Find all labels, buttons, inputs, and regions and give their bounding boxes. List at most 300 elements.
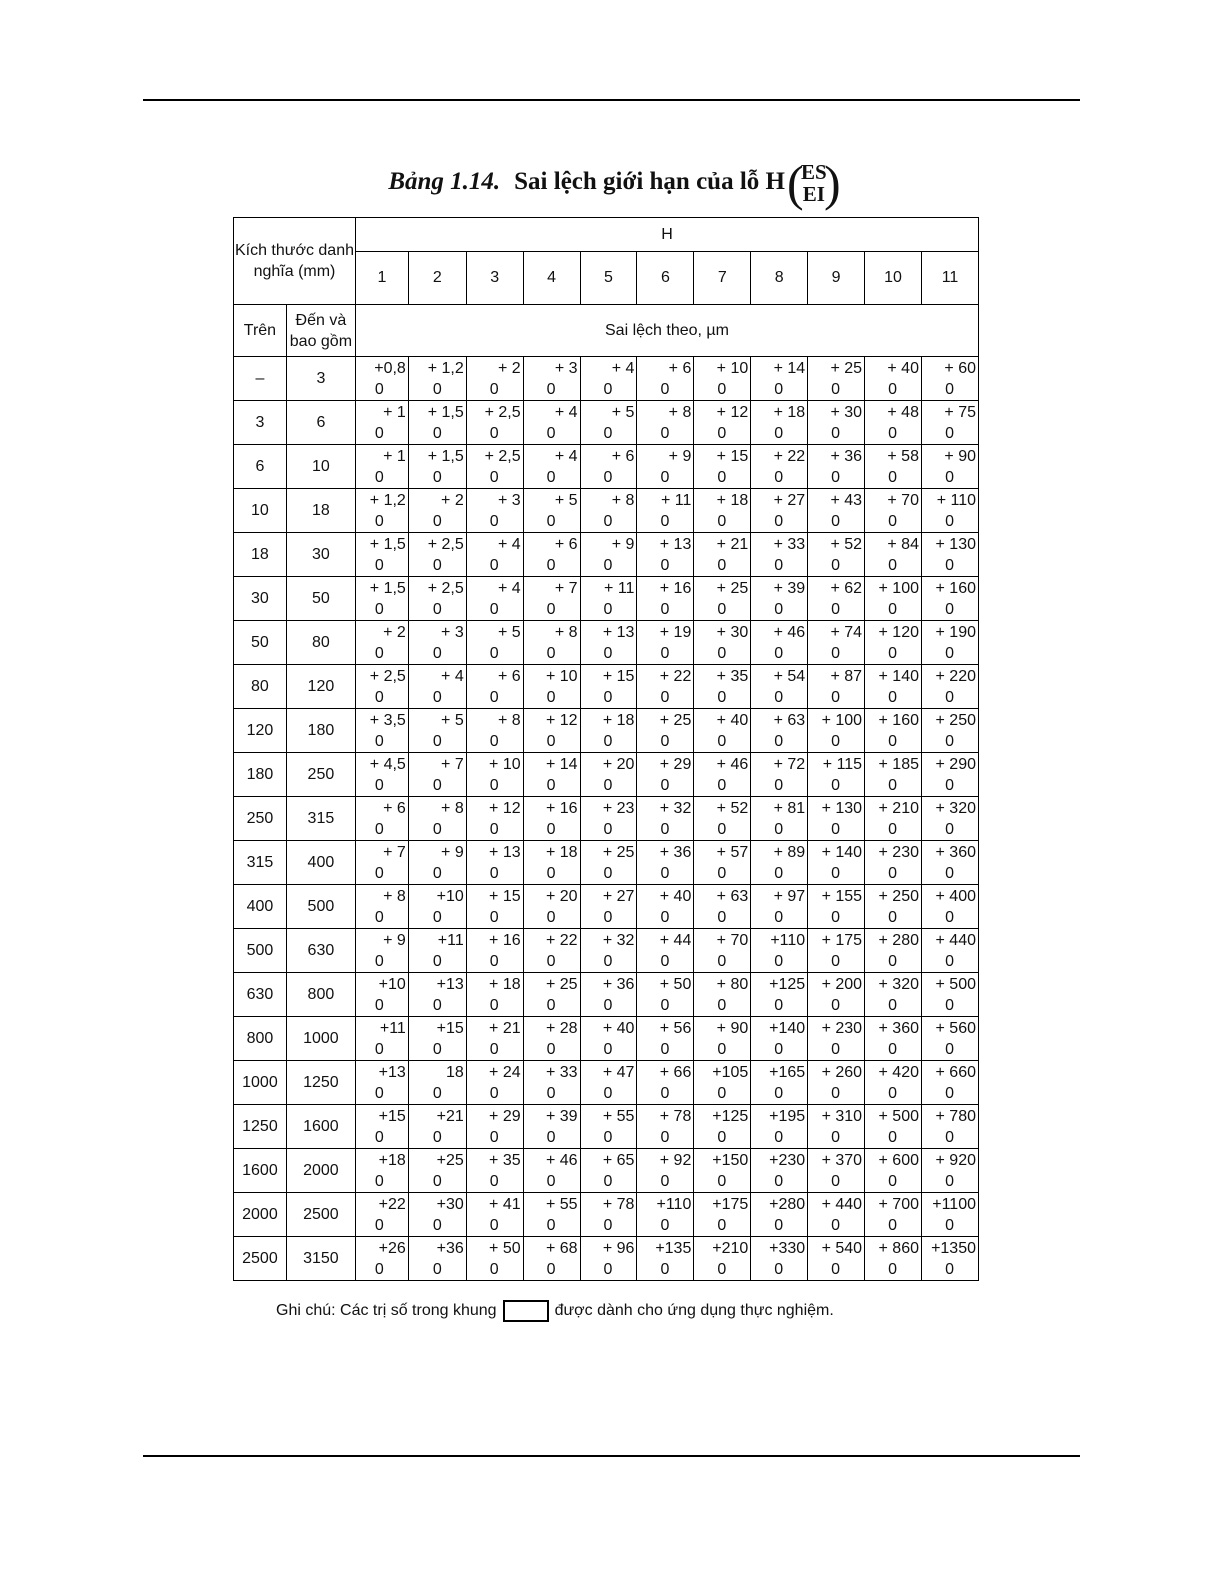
- ei-value: 0: [717, 1216, 727, 1234]
- es-value: + 1: [383, 447, 406, 465]
- es-value: + 29: [659, 755, 692, 773]
- ei-value: 0: [945, 1040, 954, 1058]
- ei-value: 0: [374, 952, 384, 970]
- es-value: +13: [436, 975, 464, 993]
- es-value: + 185: [878, 755, 919, 773]
- deviation-cell: [466, 885, 523, 929]
- size-over: 120: [234, 709, 287, 753]
- deviation-cell: [694, 1017, 751, 1061]
- es-value: + 230: [821, 1019, 863, 1037]
- size-upto: 250: [286, 753, 355, 797]
- es-value: +15: [436, 1019, 464, 1037]
- es-value: + 860: [878, 1239, 919, 1257]
- es-value: +10: [378, 975, 406, 993]
- deviation-cell: [637, 973, 694, 1017]
- deviation-cell: [355, 445, 408, 489]
- ei-value: 0: [603, 952, 613, 970]
- ei-value: 0: [888, 820, 897, 838]
- es-value: + 70: [716, 931, 749, 949]
- deviation-cell: [466, 841, 523, 885]
- size-over: 6: [234, 445, 287, 489]
- grade-8: 8: [751, 252, 808, 305]
- deviation-cell: [637, 1149, 694, 1193]
- es-value: + 13: [489, 843, 521, 861]
- ei-value: 0: [888, 688, 897, 706]
- es-value: + 4: [441, 667, 464, 685]
- es-value: +21: [436, 1107, 464, 1125]
- deviation-cell: [694, 577, 751, 621]
- deviation-cell: [751, 885, 808, 929]
- ei-value: 0: [374, 600, 384, 618]
- ei-value: 0: [831, 1040, 841, 1058]
- ei-value: 0: [717, 864, 727, 882]
- ei-value: 0: [717, 380, 727, 398]
- deviation-cell: [355, 709, 408, 753]
- deviation-cell: [694, 1193, 751, 1237]
- es-value: + 18: [602, 711, 635, 729]
- ei-value: 0: [717, 600, 727, 618]
- es-value: + 2,5: [484, 403, 521, 421]
- es-value: + 310: [821, 1107, 863, 1125]
- ei-value: 0: [831, 864, 841, 882]
- ei-value: 0: [774, 468, 784, 486]
- es-value: + 12: [489, 799, 521, 817]
- es-value: + 40: [887, 359, 919, 377]
- deviation-cell: [580, 841, 637, 885]
- ei-value: 0: [717, 732, 727, 750]
- deviation-cell: [921, 1193, 978, 1237]
- deviation-cell: [921, 577, 978, 621]
- deviation-cell: [355, 973, 408, 1017]
- es-value: + 130: [821, 799, 863, 817]
- ei-value: 0: [831, 468, 841, 486]
- es-value: + 4: [611, 359, 635, 377]
- deviation-cell: [865, 445, 922, 489]
- ei-value: 0: [374, 1216, 384, 1234]
- ei-value: 0: [603, 512, 613, 530]
- ei-value: 0: [374, 1084, 384, 1102]
- ei-value: 0: [489, 600, 499, 618]
- ei-value: 0: [489, 424, 499, 442]
- ei-value: 0: [888, 1128, 897, 1146]
- es-value: + 23: [602, 799, 635, 817]
- es-value: + 13: [602, 623, 635, 641]
- ei-value: 0: [489, 1084, 499, 1102]
- es-value: + 74: [830, 623, 863, 641]
- size-upto: 315: [286, 797, 355, 841]
- ei-value: 0: [432, 1216, 442, 1234]
- es-value: + 35: [489, 1151, 521, 1169]
- ei-value: 0: [774, 776, 784, 794]
- es-value: + 14: [773, 359, 806, 377]
- deviation-cell: [523, 533, 580, 577]
- deviation-cell: [751, 401, 808, 445]
- deviation-cell: [580, 797, 637, 841]
- deviation-cell: [523, 665, 580, 709]
- deviation-cell: [466, 1017, 523, 1061]
- es-value: + 500: [878, 1107, 919, 1125]
- es-value: + 9: [611, 535, 635, 553]
- deviation-cell: [808, 753, 865, 797]
- es-value: + 9: [441, 843, 464, 861]
- es-value: + 27: [773, 491, 806, 509]
- ei-value: 0: [774, 996, 784, 1014]
- ei-value: 0: [831, 688, 841, 706]
- ei-value: 0: [660, 1128, 670, 1146]
- deviation-cell: [694, 401, 751, 445]
- es-value: + 54: [773, 667, 806, 685]
- es-value: + 2,5: [427, 535, 464, 553]
- ei-value: 0: [546, 952, 556, 970]
- deviation-cell: [523, 929, 580, 973]
- deviation-cell: [637, 357, 694, 401]
- es-value: + 84: [887, 535, 919, 553]
- ei-value: 0: [888, 1172, 897, 1190]
- deviation-cell: [580, 1017, 637, 1061]
- deviation-cell: [637, 533, 694, 577]
- ei-value: 0: [660, 908, 670, 926]
- deviation-cell: [808, 665, 865, 709]
- ei-value: 0: [717, 908, 727, 926]
- ei-value: 0: [603, 776, 613, 794]
- es-value: + 360: [878, 1019, 919, 1037]
- ei-value: 0: [546, 776, 556, 794]
- deviation-cell: [808, 841, 865, 885]
- deviation-cell: [580, 709, 637, 753]
- ei-value: 0: [546, 1040, 556, 1058]
- es-value: + 3: [554, 359, 578, 377]
- es-value: + 130: [935, 535, 976, 553]
- es-value: + 57: [716, 843, 749, 861]
- deviation-cell: [523, 841, 580, 885]
- table-row: [234, 1061, 979, 1105]
- deviation-cell: [808, 621, 865, 665]
- ei-value: 0: [774, 1260, 784, 1278]
- es-value: + 60: [944, 359, 976, 377]
- size-over: 800: [234, 1017, 287, 1061]
- ei-value: 0: [374, 732, 384, 750]
- es-value: + 16: [545, 799, 578, 817]
- deviation-cell: [408, 621, 466, 665]
- deviation-cell: [523, 621, 580, 665]
- es-value: + 15: [602, 667, 635, 685]
- deviation-cell: [921, 885, 978, 929]
- ei-value: 0: [489, 556, 499, 574]
- es-value: + 22: [545, 931, 578, 949]
- size-upto: 3: [286, 357, 355, 401]
- ei-value: 0: [888, 512, 897, 530]
- deviation-cell: [466, 357, 523, 401]
- deviation-cell: [694, 885, 751, 929]
- ei-value: 0: [774, 1040, 784, 1058]
- ei-value: 0: [945, 468, 954, 486]
- ei-value: 0: [717, 1260, 727, 1278]
- es-value: + 46: [773, 623, 806, 641]
- ei-value: 0: [546, 688, 556, 706]
- es-value: + 660: [935, 1063, 976, 1081]
- deviation-cell: [694, 1061, 751, 1105]
- es-value: + 89: [773, 843, 806, 861]
- size-upto: 120: [286, 665, 355, 709]
- ei-value: 0: [774, 424, 784, 442]
- deviation-cell: [694, 621, 751, 665]
- deviation-cell: [637, 1193, 694, 1237]
- ei-value: 0: [888, 600, 897, 618]
- es-value: + 6: [383, 799, 406, 817]
- deviation-cell: [408, 357, 466, 401]
- deviation-cell: [523, 753, 580, 797]
- es-value: + 7: [383, 843, 406, 861]
- es-value: + 63: [773, 711, 806, 729]
- deviation-cell: [865, 973, 922, 1017]
- ei-value: 0: [432, 688, 442, 706]
- ei-value: 0: [888, 1260, 897, 1278]
- ei-value: 0: [603, 1260, 613, 1278]
- es-value: + 40: [602, 1019, 635, 1037]
- ei-value: 0: [717, 512, 727, 530]
- es-value: + 1,2: [369, 491, 406, 509]
- deviation-cell: [355, 1061, 408, 1105]
- size-over: 500: [234, 929, 287, 973]
- deviation-cell: [808, 1149, 865, 1193]
- ei-value: 0: [717, 1084, 727, 1102]
- es-value: + 3: [441, 623, 464, 641]
- deviation-cell: [865, 489, 922, 533]
- deviation-cell: [466, 445, 523, 489]
- es-value: + 30: [716, 623, 749, 641]
- es-value: + 25: [659, 711, 692, 729]
- deviation-cell: [921, 929, 978, 973]
- ei-value: 0: [603, 908, 613, 926]
- footnote: [276, 1300, 834, 1322]
- ei-value: 0: [374, 776, 384, 794]
- deviation-cell: [808, 929, 865, 973]
- es-value: + 25: [830, 359, 863, 377]
- ei-value: 0: [546, 1084, 556, 1102]
- es-value: + 32: [602, 931, 635, 949]
- deviation-cell: [637, 1105, 694, 1149]
- ei-value: 0: [717, 820, 727, 838]
- ei-value: 0: [945, 1084, 954, 1102]
- es-value: + 20: [545, 887, 578, 905]
- es-value: +195: [769, 1107, 806, 1125]
- table-row: [234, 1017, 979, 1061]
- size-over: 400: [234, 885, 287, 929]
- deviation-cell: [355, 1105, 408, 1149]
- deviation-cell: [637, 1237, 694, 1281]
- deviation-cell: [751, 709, 808, 753]
- deviation-cell: [355, 753, 408, 797]
- es-value: +1350: [931, 1239, 976, 1257]
- upto-header: Đến và bao gồm: [286, 305, 355, 357]
- ei-value: 0: [603, 556, 613, 574]
- ei-value: 0: [432, 1128, 442, 1146]
- size-upto: 500: [286, 885, 355, 929]
- deviation-cell: [580, 1061, 637, 1105]
- es-value: + 120: [878, 623, 919, 641]
- ei-value: 0: [717, 556, 727, 574]
- es-value: + 10: [716, 359, 749, 377]
- es-value: + 55: [602, 1107, 635, 1125]
- deviation-cell: [408, 445, 466, 489]
- deviation-cell: [355, 401, 408, 445]
- es-value: + 39: [773, 579, 806, 597]
- deviation-cell: [523, 489, 580, 533]
- deviation-cell: [921, 357, 978, 401]
- es-value: + 100: [821, 711, 863, 729]
- deviation-cell: [751, 1061, 808, 1105]
- es-value: + 90: [716, 1019, 749, 1037]
- size-over: 3: [234, 401, 287, 445]
- deviation-cell: [523, 445, 580, 489]
- ei-value: 0: [374, 644, 384, 662]
- grade-10: 10: [865, 252, 922, 305]
- es-value: + 28: [545, 1019, 578, 1037]
- es-value: + 110: [936, 491, 976, 509]
- deviation-cell: [355, 1149, 408, 1193]
- es-value: + 9: [668, 447, 692, 465]
- es-value: + 30: [830, 403, 863, 421]
- footnote-suffix: được dành cho ứng dụng thực nghiệm.: [554, 1302, 834, 1320]
- deviation-cell: [921, 401, 978, 445]
- deviation-cell: [865, 797, 922, 841]
- deviation-cell: [751, 445, 808, 489]
- table-row: [234, 445, 979, 489]
- size-over: 80: [234, 665, 287, 709]
- ei-value: 0: [546, 732, 556, 750]
- deviation-cell: [408, 1237, 466, 1281]
- ei-value: 0: [489, 908, 499, 926]
- deviation-cell: [694, 445, 751, 489]
- ei-value: 0: [432, 732, 442, 750]
- ei-value: 0: [888, 556, 897, 574]
- ei-value: 0: [374, 820, 384, 838]
- deviation-cell: [637, 577, 694, 621]
- ei-value: 0: [432, 952, 442, 970]
- deviation-cell: [751, 841, 808, 885]
- size-upto: 80: [286, 621, 355, 665]
- ei-value: 0: [774, 1128, 784, 1146]
- ei-value: 0: [546, 644, 556, 662]
- ei-value: 0: [660, 1040, 670, 1058]
- deviation-cell: [694, 797, 751, 841]
- ei-value: 0: [831, 908, 841, 926]
- deviation-cell: [751, 753, 808, 797]
- deviation-cell: [921, 1149, 978, 1193]
- ei-value: 0: [374, 512, 384, 530]
- size-upto: 50: [286, 577, 355, 621]
- deviation-cell: [808, 1193, 865, 1237]
- deviation-cell: [466, 973, 523, 1017]
- deviation-cell: [580, 489, 637, 533]
- size-over: 18: [234, 533, 287, 577]
- deviation-cell: [355, 533, 408, 577]
- ei-value: 0: [432, 996, 442, 1014]
- es-value: + 44: [659, 931, 692, 949]
- es-value: + 18: [489, 975, 521, 993]
- ei-value: 0: [945, 688, 954, 706]
- deviation-cell: [523, 1017, 580, 1061]
- ei-value: 0: [717, 776, 727, 794]
- ei-value: 0: [603, 424, 613, 442]
- size-over: 1000: [234, 1061, 287, 1105]
- ei-value: 0: [831, 996, 841, 1014]
- ei-value: 0: [374, 1172, 384, 1190]
- deviation-cell: [355, 1237, 408, 1281]
- ei-value: 0: [774, 732, 784, 750]
- ei-value: 0: [660, 688, 670, 706]
- es-value: + 10: [545, 667, 578, 685]
- deviation-cell: [408, 1149, 466, 1193]
- es-value: + 500: [935, 975, 976, 993]
- deviation-cell: [355, 885, 408, 929]
- ei-value: 0: [945, 952, 954, 970]
- ei-value: 0: [432, 820, 442, 838]
- deviation-cell: [637, 489, 694, 533]
- table-row: [234, 489, 979, 533]
- es-value: + 96: [602, 1239, 635, 1257]
- deviation-cell: [921, 753, 978, 797]
- deviation-cell: [408, 1193, 466, 1237]
- ei-value: 0: [660, 820, 670, 838]
- ei-value: 0: [888, 1084, 897, 1102]
- es-value: + 920: [935, 1151, 976, 1169]
- ei-value: 0: [945, 776, 954, 794]
- size-upto: 180: [286, 709, 355, 753]
- ei-value: 0: [831, 1128, 841, 1146]
- ei-value: 0: [432, 468, 442, 486]
- deviation-cell: [808, 1237, 865, 1281]
- ei-value: 0: [717, 952, 727, 970]
- size-upto: 630: [286, 929, 355, 973]
- deviation-cell: [355, 1017, 408, 1061]
- ei-value: 0: [888, 380, 897, 398]
- deviation-cell: [408, 665, 466, 709]
- frame-legend-box: [503, 1300, 549, 1322]
- ei-value: 0: [831, 556, 841, 574]
- es-value: + 7: [554, 579, 578, 597]
- deviation-cell: [637, 401, 694, 445]
- ei-value: 0: [603, 380, 613, 398]
- deviation-cell: [865, 1061, 922, 1105]
- grade-header: H: [355, 218, 978, 252]
- deviation-cell: [921, 621, 978, 665]
- deviation-cell: [808, 709, 865, 753]
- deviation-cell: [637, 885, 694, 929]
- deviation-cell: [808, 401, 865, 445]
- ei-value: 0: [945, 1260, 954, 1278]
- deviation-cell: [751, 577, 808, 621]
- es-ei-fraction: ( ES EI ): [786, 155, 841, 212]
- es-value: + 48: [887, 403, 919, 421]
- ei-value: 0: [717, 1128, 727, 1146]
- table-row: [234, 533, 979, 577]
- ei-value: 0: [546, 1216, 556, 1234]
- deviation-cell: [355, 621, 408, 665]
- es-value: + 200: [821, 975, 863, 993]
- es-value: + 40: [659, 887, 692, 905]
- deviation-cell: [355, 1193, 408, 1237]
- es-value: +230: [769, 1151, 806, 1169]
- table-row: [234, 753, 979, 797]
- es-value: + 100: [878, 579, 919, 597]
- ei-value: 0: [831, 732, 841, 750]
- es-value: + 40: [716, 711, 749, 729]
- deviation-cell: [580, 973, 637, 1017]
- deviation-cell: [694, 753, 751, 797]
- size-over: 30: [234, 577, 287, 621]
- deviation-cell: [921, 1017, 978, 1061]
